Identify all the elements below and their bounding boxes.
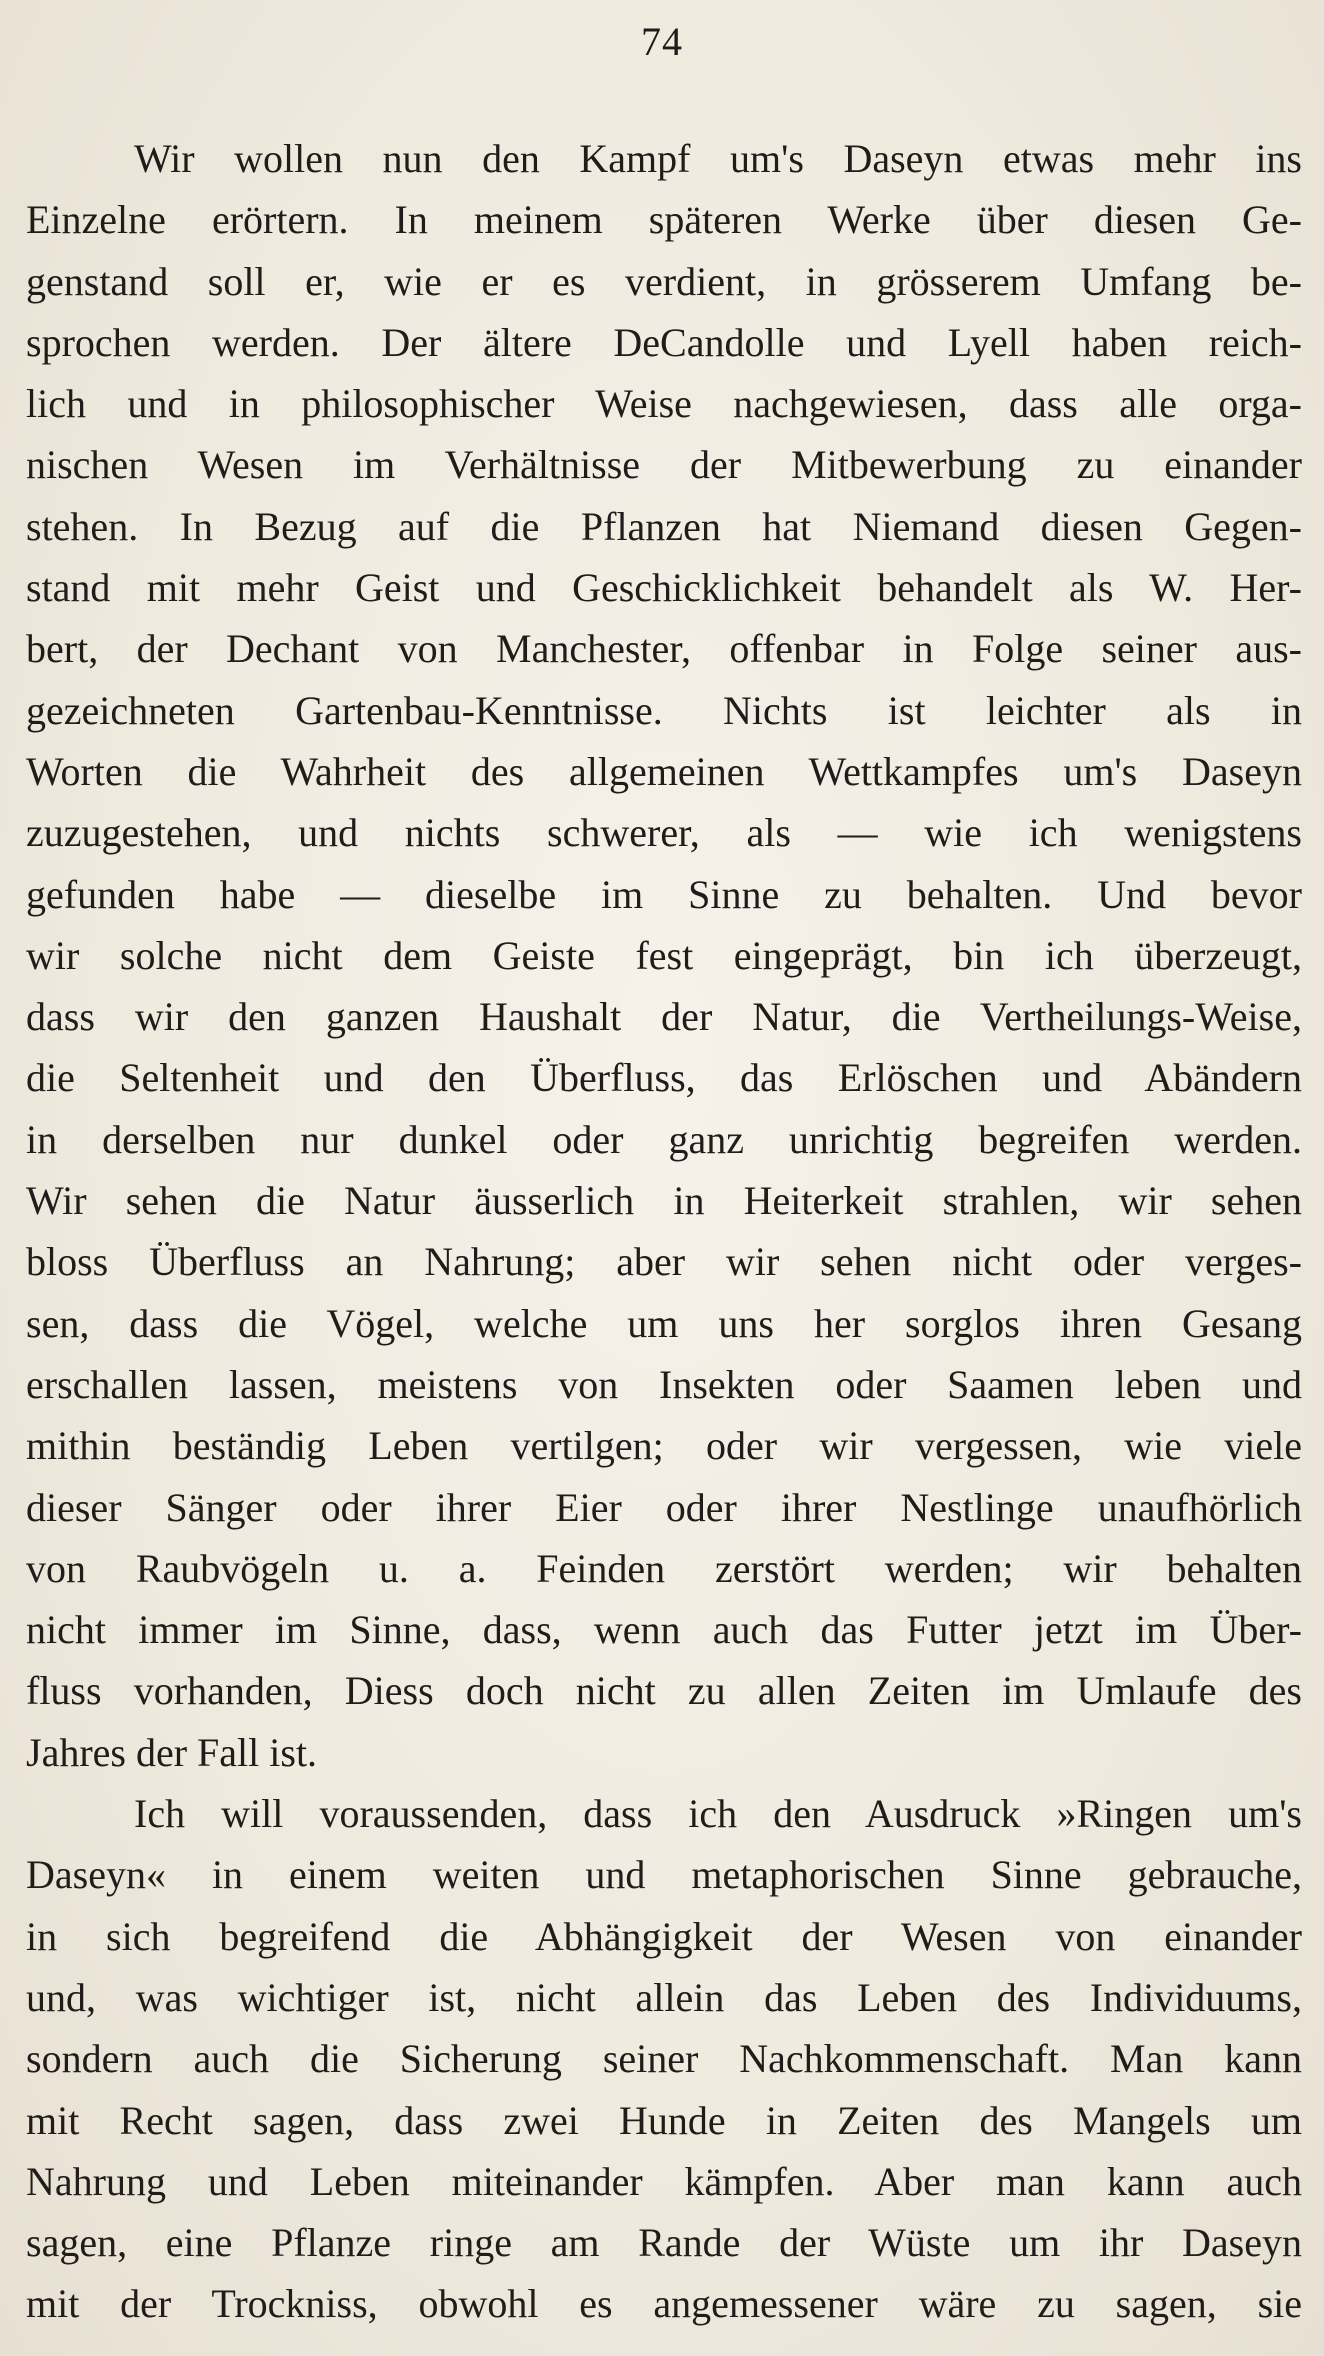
- text-line: genstand soll er, wie er es verdient, in grösserem Umfang be-: [26, 258, 1302, 304]
- text-line: erschallen lassen, meistens von Insekten oder Saamen leben und: [26, 1361, 1302, 1407]
- text-line: stand mit mehr Geist und Geschicklichkeit behandelt als W. Her-: [26, 565, 1302, 611]
- text-line: Einzelne erörtern. In meinem späteren Werke über diesen Ge-: [26, 197, 1302, 243]
- text-line: nischen Wesen im Verhältnisse der Mitbewerbung zu einander: [26, 442, 1302, 488]
- text-line: die Seltenheit und den Überfluss, das Erlöschen und Abändern: [26, 1055, 1302, 1101]
- text-line: Jahres der Fall ist.: [26, 1729, 318, 1775]
- text-line: zuzugestehen, und nichts schwerer, als — wie ich wenigstens: [26, 810, 1302, 856]
- text-line: wir solche nicht dem Geiste fest eingeprägt, bin ich überzeugt,: [26, 932, 1302, 978]
- text-line: gefunden habe — dieselbe im Sinne zu behalten. Und bevor: [26, 871, 1302, 917]
- text-line: sondern auch die Sicherung seiner Nachkommenschaft. Man kann: [26, 2036, 1302, 2082]
- text-line: Worten die Wahrheit des allgemeinen Wettkampfes um's Daseyn: [26, 748, 1302, 794]
- text-line: von Raubvögeln u. a. Feinden zerstört werden; wir behalten: [26, 1545, 1302, 1591]
- text-line: Wir sehen die Natur äusserlich in Heiterkeit strahlen, wir sehen: [26, 1178, 1302, 1224]
- text-line: fluss vorhanden, Diess doch nicht zu allen Zeiten im Umlaufe des: [26, 1668, 1302, 1714]
- text-line: Daseyn« in einem weiten und metaphorischen Sinne gebrauche,: [26, 1852, 1302, 1898]
- text-line: dieser Sänger oder ihrer Eier oder ihrer Nestlinge unaufhörlich: [26, 1484, 1302, 1530]
- text-line: Wir wollen nun den Kampf um's Daseyn etwas mehr ins: [134, 136, 1302, 181]
- text-line: Ich will voraussenden, dass ich den Ausdruck »Ringen um's: [134, 1791, 1302, 1837]
- text-line: stehen. In Bezug auf die Pflanzen hat Niemand diesen Gegen-: [26, 503, 1302, 549]
- text-line: bloss Überfluss an Nahrung; aber wir sehen nicht oder verges-: [26, 1239, 1302, 1285]
- text-line: gezeichneten Gartenbau-Kenntnisse. Nichts ist leichter als in: [26, 687, 1302, 733]
- text-line: und, was wichtiger ist, nicht allein das Leben des Individuums,: [26, 1974, 1302, 2020]
- text-line: mit der Trockniss, obwohl es angemessener wäre zu sagen, sie: [26, 2281, 1302, 2327]
- page-number: 74: [641, 19, 683, 64]
- text-line: sprochen werden. Der ältere DeCandolle und Lyell haben reich-: [26, 319, 1302, 365]
- text-line: sen, dass die Vögel, welche um uns her sorglos ihren Gesang: [26, 1300, 1302, 1346]
- body-text: [26, 128, 1302, 2335]
- text-line: mit Recht sagen, dass zwei Hunde in Zeiten des Mangels um: [26, 2097, 1302, 2143]
- text-line: dass wir den ganzen Haushalt der Natur, die Vertheilungs-Weise,: [26, 994, 1302, 1040]
- text-line: nicht immer im Sinne, dass, wenn auch das Futter jetzt im Über-: [26, 1607, 1302, 1653]
- text-line: bert, der Dechant von Manchester, offenbar in Folge seiner aus-: [26, 626, 1302, 672]
- text-line: lich und in philosophischer Weise nachgewiesen, dass alle orga-: [26, 381, 1302, 427]
- text-line: mithin beständig Leben vertilgen; oder wir vergessen, wie viele: [26, 1423, 1302, 1469]
- text-line: sagen, eine Pflanze ringe am Rande der Wüste um ihr Daseyn: [26, 2220, 1302, 2266]
- text-line: Nahrung und Leben miteinander kämpfen. Aber man kann auch: [26, 2158, 1302, 2204]
- text-line: in derselben nur dunkel oder ganz unrichtig begreifen werden.: [26, 1116, 1302, 1162]
- text-line: in sich begreifend die Abhängigkeit der Wesen von einander: [26, 1913, 1302, 1959]
